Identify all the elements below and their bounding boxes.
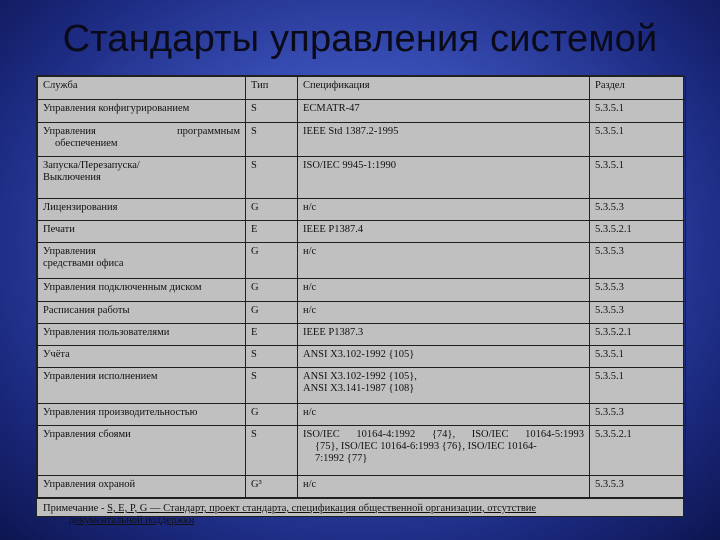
- cell-type: S: [246, 100, 298, 123]
- cell-spec: ECMATR-47: [298, 100, 590, 123]
- cell-type: G: [246, 243, 298, 279]
- slide-title: Стандарты управления системой: [62, 18, 658, 60]
- cell-type: S: [246, 346, 298, 368]
- cell-service-line: Управления программным: [43, 126, 240, 137]
- cell-section: 5.3.5.2.1: [590, 324, 686, 346]
- cell-section: 5.3.5.3: [590, 243, 686, 279]
- table-row: [38, 426, 686, 476]
- cell-service-line: Запуска/Перезапуска/: [43, 160, 140, 171]
- cell-spec: IEEE Std 1387.2-1995: [298, 123, 590, 157]
- cell-service: Управления производительностью: [38, 404, 246, 426]
- standards-table: [36, 75, 684, 526]
- table-row: [38, 157, 686, 199]
- cell-spec-line: {75}, ISO/IEC 10164-6:1993 {76}, ISO/IEC 10164-: [315, 441, 537, 452]
- cell-spec: н/с: [298, 279, 590, 302]
- table-header-row: [38, 77, 686, 100]
- cell-service: Расписания работы: [38, 302, 246, 324]
- cell-service-line: Выключения: [43, 172, 101, 183]
- table-row: [38, 279, 686, 302]
- cell-spec: н/с: [298, 302, 590, 324]
- cell-service-line: обеспечением: [55, 138, 118, 149]
- cell-type: S: [246, 426, 298, 476]
- cell-spec: [298, 426, 590, 476]
- cell-type: G³: [246, 476, 298, 498]
- cell-spec-line: ISO/IEC 10164-4:1992 {74}, ISO/IEC 10164-5:1993: [303, 429, 584, 440]
- cell-type: S: [246, 123, 298, 157]
- cell-type: G: [246, 404, 298, 426]
- cell-spec: IEEE P1387.3: [298, 324, 590, 346]
- cell-section: 5.3.5.3: [590, 199, 686, 221]
- note-prefix: Примечание -: [43, 503, 108, 514]
- cell-spec: н/с: [298, 404, 590, 426]
- cell-service: Управления охраной: [38, 476, 246, 498]
- cell-section: 5.3.5.3: [590, 476, 686, 498]
- cell-section: 5.3.5.1: [590, 368, 686, 404]
- cell-spec-line: ANSI X3.141-1987 {108}: [303, 383, 415, 394]
- table-row: [38, 346, 686, 368]
- cell-service: Управления подключенным диском: [38, 279, 246, 302]
- cell-service-line: Управления: [43, 246, 96, 257]
- table-row: [38, 324, 686, 346]
- cell-spec: н/с: [298, 199, 590, 221]
- cell-service: Управления исполнением: [38, 368, 246, 404]
- cell-spec: н/с: [298, 476, 590, 498]
- header-service: Служба: [38, 77, 246, 100]
- cell-spec: ANSI X3.102-1992 {105}: [298, 346, 590, 368]
- header-section: Раздел: [590, 77, 686, 100]
- cell-spec: ISO/IEC 9945-1:1990: [298, 157, 590, 199]
- cell-service: [38, 157, 246, 199]
- cell-type: G: [246, 279, 298, 302]
- cell-service-line: средствами офиса: [43, 258, 124, 269]
- cell-type: G: [246, 302, 298, 324]
- table-row: [38, 243, 686, 279]
- cell-type: S: [246, 157, 298, 199]
- cell-section: 5.3.5.1: [590, 100, 686, 123]
- cell-spec-line: ANSI X3.102-1992 {105},: [303, 371, 417, 382]
- cell-section: 5.3.5.1: [590, 123, 686, 157]
- cell-type: S: [246, 368, 298, 404]
- header-spec: Спецификация: [298, 77, 590, 100]
- cell-spec: IEEE P1387.4: [298, 221, 590, 243]
- note-text: S, E, P, G — Стандарт, проект стандарта, спецификация общественной организации, отсутствие: [107, 503, 537, 514]
- cell-type: E: [246, 221, 298, 243]
- table-row: [38, 221, 686, 243]
- table-row: [38, 123, 686, 157]
- cell-section: 5.3.5.2.1: [590, 426, 686, 476]
- cell-service: Управления сбоями: [38, 426, 246, 476]
- cell-service: Управления конфигурированием: [38, 100, 246, 123]
- cell-section: 5.3.5.3: [590, 279, 686, 302]
- cell-section: 5.3.5.1: [590, 157, 686, 199]
- cell-spec-line: 7:1992 {77}: [315, 453, 368, 464]
- table-row: [38, 404, 686, 426]
- note-line: документальной поддержки: [69, 515, 195, 526]
- cell-service: [38, 243, 246, 279]
- cell-section: 5.3.5.1: [590, 346, 686, 368]
- cell-service: Печати: [38, 221, 246, 243]
- table-row: [38, 302, 686, 324]
- cell-service: Управления пользователями: [38, 324, 246, 346]
- cell-type: E: [246, 324, 298, 346]
- table-row: [38, 476, 686, 498]
- note-line: [43, 503, 677, 515]
- table-note: [37, 498, 683, 531]
- cell-spec: н/с: [298, 243, 590, 279]
- table-row: [38, 199, 686, 221]
- cell-service: Учёта: [38, 346, 246, 368]
- cell-service: [38, 123, 246, 157]
- cell-service: Лицензирования: [38, 199, 246, 221]
- cell-type: G: [246, 199, 298, 221]
- cell-section: 5.3.5.3: [590, 404, 686, 426]
- cell-spec: [298, 368, 590, 404]
- cell-section: 5.3.5.3: [590, 302, 686, 324]
- cell-section: 5.3.5.2.1: [590, 221, 686, 243]
- header-type: Тип: [246, 77, 298, 100]
- table-row: [38, 100, 686, 123]
- table-row: [38, 368, 686, 404]
